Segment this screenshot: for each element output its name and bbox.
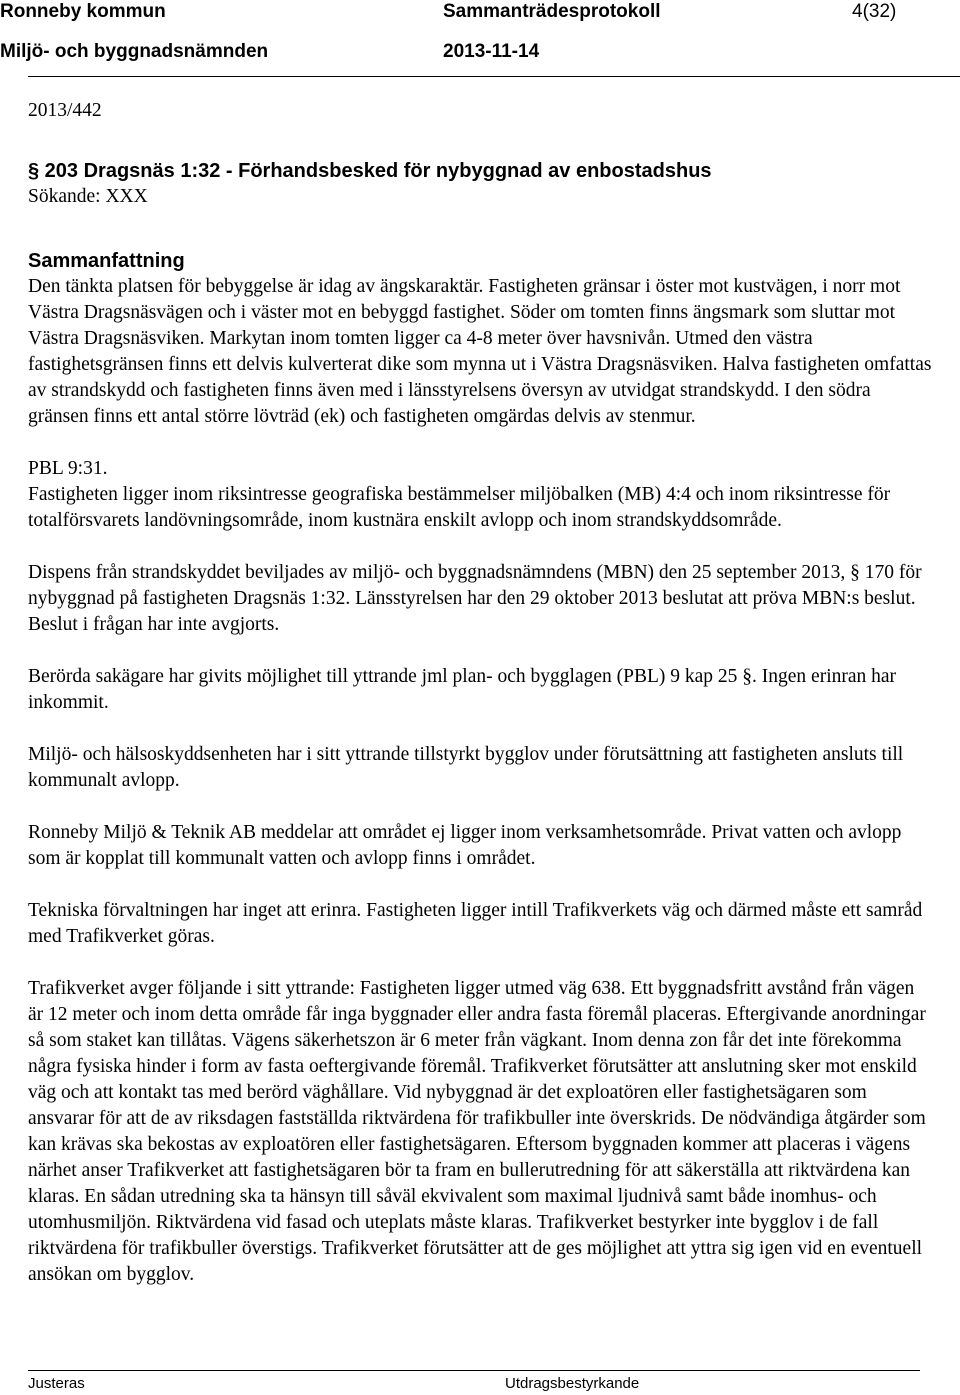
paragraph-miljo: Miljö- och hälsoskyddsenheten har i sitt yttrande tillstyrkt bygglov under förutsättning att fastigheten ansluts till kommunalt avlopp. <box>28 744 904 791</box>
footer-divider <box>28 1370 920 1371</box>
footer-justeras: Justeras <box>28 1375 85 1392</box>
paragraph-ronneby-miljo-teknik: Ronneby Miljö & Teknik AB meddelar att området ej ligger inom verksamhetsområde. Privat vatten och avlopp som är kopplat till kommunalt vatten och avlopp finns i området. <box>28 822 902 869</box>
document-type: Sammanträdesprotokoll <box>443 1 661 22</box>
document-body <box>28 98 933 1288</box>
paragraph-sakagare: Berörda sakägare har givits möjlighet till yttrande jml plan- och bygglagen (PBL) 9 kap 25 §. Ingen erinran har inkommit. <box>28 666 897 713</box>
page-number: 4(32) <box>852 1 897 22</box>
paragraph-pbl: PBL 9:31. <box>28 458 108 479</box>
paragraph-tekniska: Tekniska förvaltningen har inget att erinra. Fastigheten ligger intill Trafikverkets väg och därmed måste ett samråd med Trafikverket göras. <box>28 900 923 947</box>
case-number: 2013/442 <box>28 100 102 121</box>
item-title: § 203 Dragsnäs 1:32 - Förhandsbesked för nybyggnad av enbostadshus <box>28 160 712 182</box>
paragraph-trafikverket: Trafikverket avger följande i sitt yttrande: Fastigheten ligger utmed väg 638. Ett byggnadsfritt avstånd från vägen är 12 meter och inom detta område får inga byggnader eller andra fasta föremål placeras. Eftergivande anordningar så som staket kan tillåtas. Vägens säkerhetszon är 6 meter från vägkant. Inom denna zon får det inte förekomma några fysiska hinder i form av fasta oeftergivande föremål. Trafikverket förutsätter att anslutning sker mot enskild väg och att kontakt tas med berörd väghållare. Vid nybyggnad är det exploatören eller fastighetsägaren som ansvarar för att de av riksdagen fastställda riktvärdena för trafikbuller inte överskrids. De nödvändiga åtgärder som kan krävas ska bekostas av exploatören eller fastighetsägaren. Eftersom byggnaden kommer att placeras i vägens närhet anser Trafikverket att fastighetsägaren bör ta fram en bullerutredning för att säkerställa att riktvärdena kan klaras. En sådan utredning ska ta hänsyn till såväl ekvivalent som maximal ljudnivå samt både inomhus- och utomhusmiljön. Riktvärdena vid fasad och uteplats måste klaras. Trafikverket bestyrker inte bygglov i de fall riktvärdena för trafikbuller överstigs. Trafikverket förutsätter att de ges möjlighet att yttra sig igen vid en eventuell ansökan om bygglov. <box>28 978 926 1285</box>
paragraph-dispens: Dispens från strandskyddet beviljades av miljö- och byggnadsnämndens (MBN) den 25 september 2013, § 170 för nybyggnad på fastigheten Dragsnäs 1:32. Länsstyrelsen har den 29 oktober 2013 beslutat att pröva MBN:s beslut. Beslut i frågan har inte avgjorts. <box>28 562 922 635</box>
header-divider <box>28 76 960 77</box>
applicant: Sökande: XXX <box>28 186 148 207</box>
footer-utdragsbestyrkande: Utdragsbestyrkande <box>505 1375 640 1392</box>
board-name: Miljö- och byggnadsnämnden <box>0 41 269 62</box>
meeting-date: 2013-11-14 <box>443 41 540 62</box>
paragraph-riksintresse: Fastigheten ligger inom riksintresse geografiska bestämmelser miljöbalken (MB) 4:4 och inom riksintresse för totalförsvarets landövningsområde, inom kustnära enskilt avlopp och inom strandskyddsområde. <box>28 484 891 531</box>
summary-heading: Sammanfattning <box>28 250 185 272</box>
municipality-name: Ronneby kommun <box>0 1 166 22</box>
paragraph-description: Den tänkta platsen för bebyggelse är idag av ängskaraktär. Fastigheten gränsar i öster mot kustvägen, i norr mot Västra Dragsnäsvägen och i väster mot en bebyggd fastighet. Söder om tomten finns ängsmark som sluttar mot Västra Dragsnäsviken. Markytan inom tomten ligger ca 4-8 meter över havsnivån. Utmed den västra fastighetsgränsen finns ett delvis kulverterat dike som mynna ut i Västra Dragsnäsviken. Halva fastigheten omfattas av strandskydd och fastigheten finns även med i länsstyrelsens översyn av utvidgat strandskydd. I den södra gränsen finns ett antal större lövträd (ek) och fastigheten omgärdas delvis av stenmur. <box>28 276 932 427</box>
